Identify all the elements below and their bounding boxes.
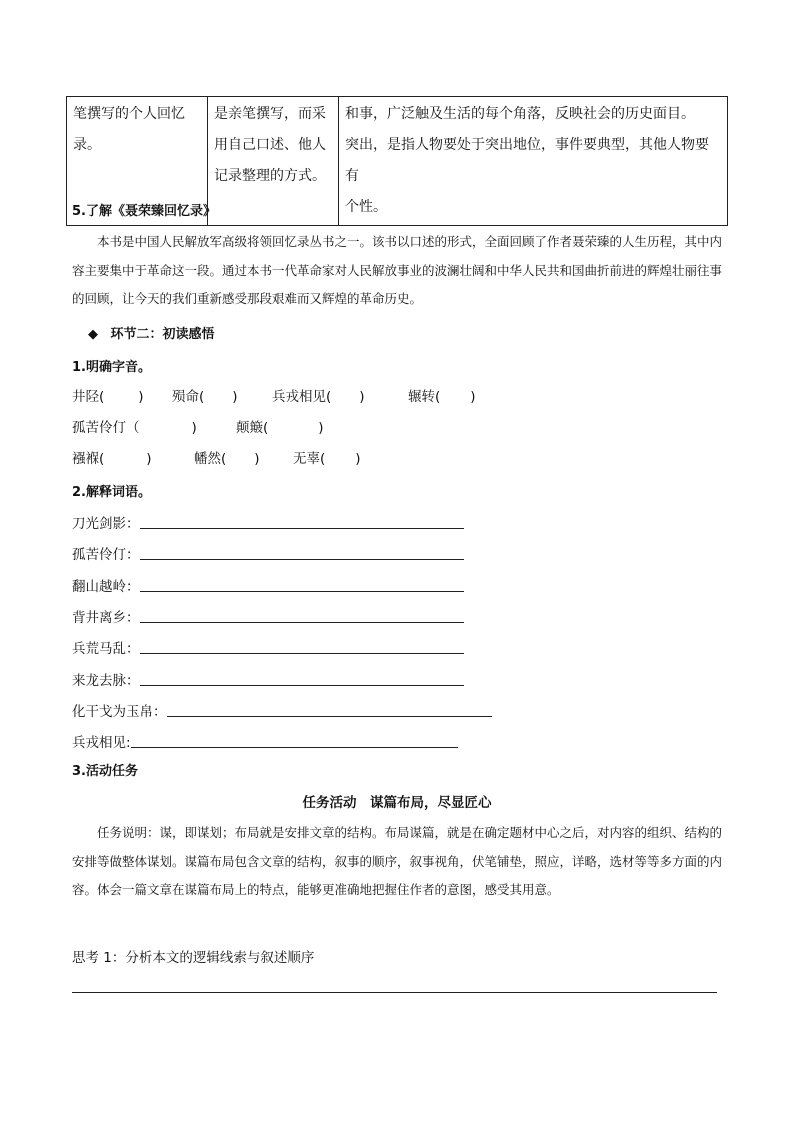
- vocab-item: [72, 731, 458, 751]
- pinyin-close-paren: ): [191, 420, 197, 436]
- vocab-item: [72, 637, 464, 657]
- cell-line: 是亲笔撰写，而采: [214, 106, 326, 122]
- pinyin-word: 兵戎相见(: [272, 389, 332, 405]
- pinyin-close-paren: ): [146, 451, 152, 467]
- pinyin-close-paren: ): [232, 389, 238, 405]
- pinyin-close-paren: ): [470, 389, 476, 405]
- pinyin-close-paren: ): [359, 389, 365, 405]
- pinyin-item: [293, 447, 361, 467]
- vocab-answer-line[interactable]: [140, 559, 465, 560]
- vocab-term: 翻山越岭：: [72, 578, 140, 595]
- pinyin-item: [72, 385, 144, 405]
- vocab-answer-line[interactable]: [140, 653, 465, 654]
- vocab-answer-line[interactable]: [140, 622, 465, 623]
- vocab-item: [72, 575, 464, 595]
- activity-heading: 3.活动任务: [72, 764, 138, 779]
- vocab-term: 孤苦伶仃：: [72, 547, 140, 564]
- cell-line: 个性。: [345, 199, 387, 215]
- cell-line: 记录整理的方式。: [214, 168, 326, 184]
- cell-line: 笔撰写的个人回忆: [73, 106, 185, 122]
- pinyin-word: 孤苦伶仃（: [72, 420, 140, 436]
- pinyin-word: 殒命(: [172, 389, 205, 405]
- cell-line: 突出，是指人物要处于突出地位，事件要典型，其他人物要有: [345, 137, 709, 184]
- pinyin-item: [172, 385, 238, 405]
- pinyin-close-paren: ): [138, 389, 144, 405]
- pinyin-item: [408, 385, 476, 405]
- vocab-answer-line[interactable]: [140, 591, 465, 592]
- pinyin-word: 颠簸(: [236, 420, 269, 436]
- pinyin-word: 辗转(: [408, 389, 441, 405]
- pinyin-word: 井陉(: [72, 389, 105, 405]
- pinyin-item: [272, 385, 365, 405]
- pinyin-close-paren: ): [355, 451, 361, 467]
- section2-heading-text: 环节二：初读感悟: [110, 327, 215, 342]
- vocab-answer-line[interactable]: [131, 747, 458, 748]
- vocab-item: [72, 700, 492, 720]
- pinyin-item: [236, 416, 324, 436]
- section5-heading: 5.了解《聂荣臻回忆录》: [72, 204, 216, 219]
- pinyin-word: 无辜(: [293, 451, 326, 467]
- vocab-item: [72, 512, 464, 532]
- vocab-item: [72, 543, 464, 563]
- vocab-term: 来龙去脉：: [72, 672, 140, 689]
- vocab-answer-line[interactable]: [140, 528, 465, 529]
- vocab-item: [72, 669, 464, 689]
- cell-line: 和事，广泛触及生活的每个角落，反映社会的历史面目。: [345, 106, 695, 122]
- activity-description: 任务说明：谋，即谋划；布局就是安排文章的结构。布局谋篇，就是在确定题材中心之后，对内容的组织、结构的安排等做整体谋划。谋篇布局包含文章的结构，叙事的顺序，叙事视角，伏笔铺垫，照应，详略，选材等等多方面的内容。体会一篇文章在谋篇布局上的特点，能够更准确地把握住作者的意图，感受其用意。: [72, 825, 723, 897]
- cell-line: 用自己口述、他人: [214, 137, 326, 153]
- pinyin-close-paren: ): [318, 420, 324, 436]
- pinyin-close-paren: ): [254, 451, 260, 467]
- vocab-term: 背井离乡：: [72, 609, 140, 626]
- think1-answer-line[interactable]: [72, 992, 717, 993]
- activity-title: 任务活动 谋篇布局，尽显匠心: [302, 795, 492, 811]
- pinyin-heading: 1.明确字音。: [72, 360, 151, 375]
- vocab-term: 化干戈为玉帛：: [72, 703, 167, 720]
- vocab-heading: 2.解释词语。: [72, 485, 151, 500]
- vocab-answer-line[interactable]: [140, 685, 465, 686]
- vocab-term: 兵荒马乱：: [72, 641, 140, 658]
- pinyin-item: [72, 447, 152, 467]
- pinyin-word: 襁褓(: [72, 451, 105, 467]
- table-cell-col2: [208, 97, 339, 226]
- vocab-item: [72, 606, 464, 626]
- table-cell-col3: [339, 97, 728, 226]
- vocab-answer-line[interactable]: [167, 716, 493, 717]
- section5-paragraph: 本书是中国人民解放军高级将领回忆录丛书之一。该书以口述的形式，全面回顾了作者聂荣臻的人生历程，其中内容主要集中于革命这一段。通过本书一代革命家对人民解放事业的波澜壮阔和中华人民共和国曲折前进的辉煌壮丽往事的回顾，让今天的我们重新感受那段艰难而又辉煌的革命历史。: [72, 234, 723, 306]
- think1-question: 思考 1：分析本文的逻辑线索与叙述顺序: [72, 950, 315, 966]
- diamond-bullet-icon: ◆: [88, 327, 98, 342]
- pinyin-item: [72, 416, 197, 436]
- vocab-term: 刀光剑影：: [72, 516, 140, 532]
- pinyin-item: [194, 447, 260, 467]
- cell-line: 录。: [73, 137, 101, 153]
- section2-heading: [88, 323, 215, 342]
- vocab-term: 兵戎相见:: [72, 735, 131, 752]
- pinyin-word: 幡然(: [194, 451, 227, 467]
